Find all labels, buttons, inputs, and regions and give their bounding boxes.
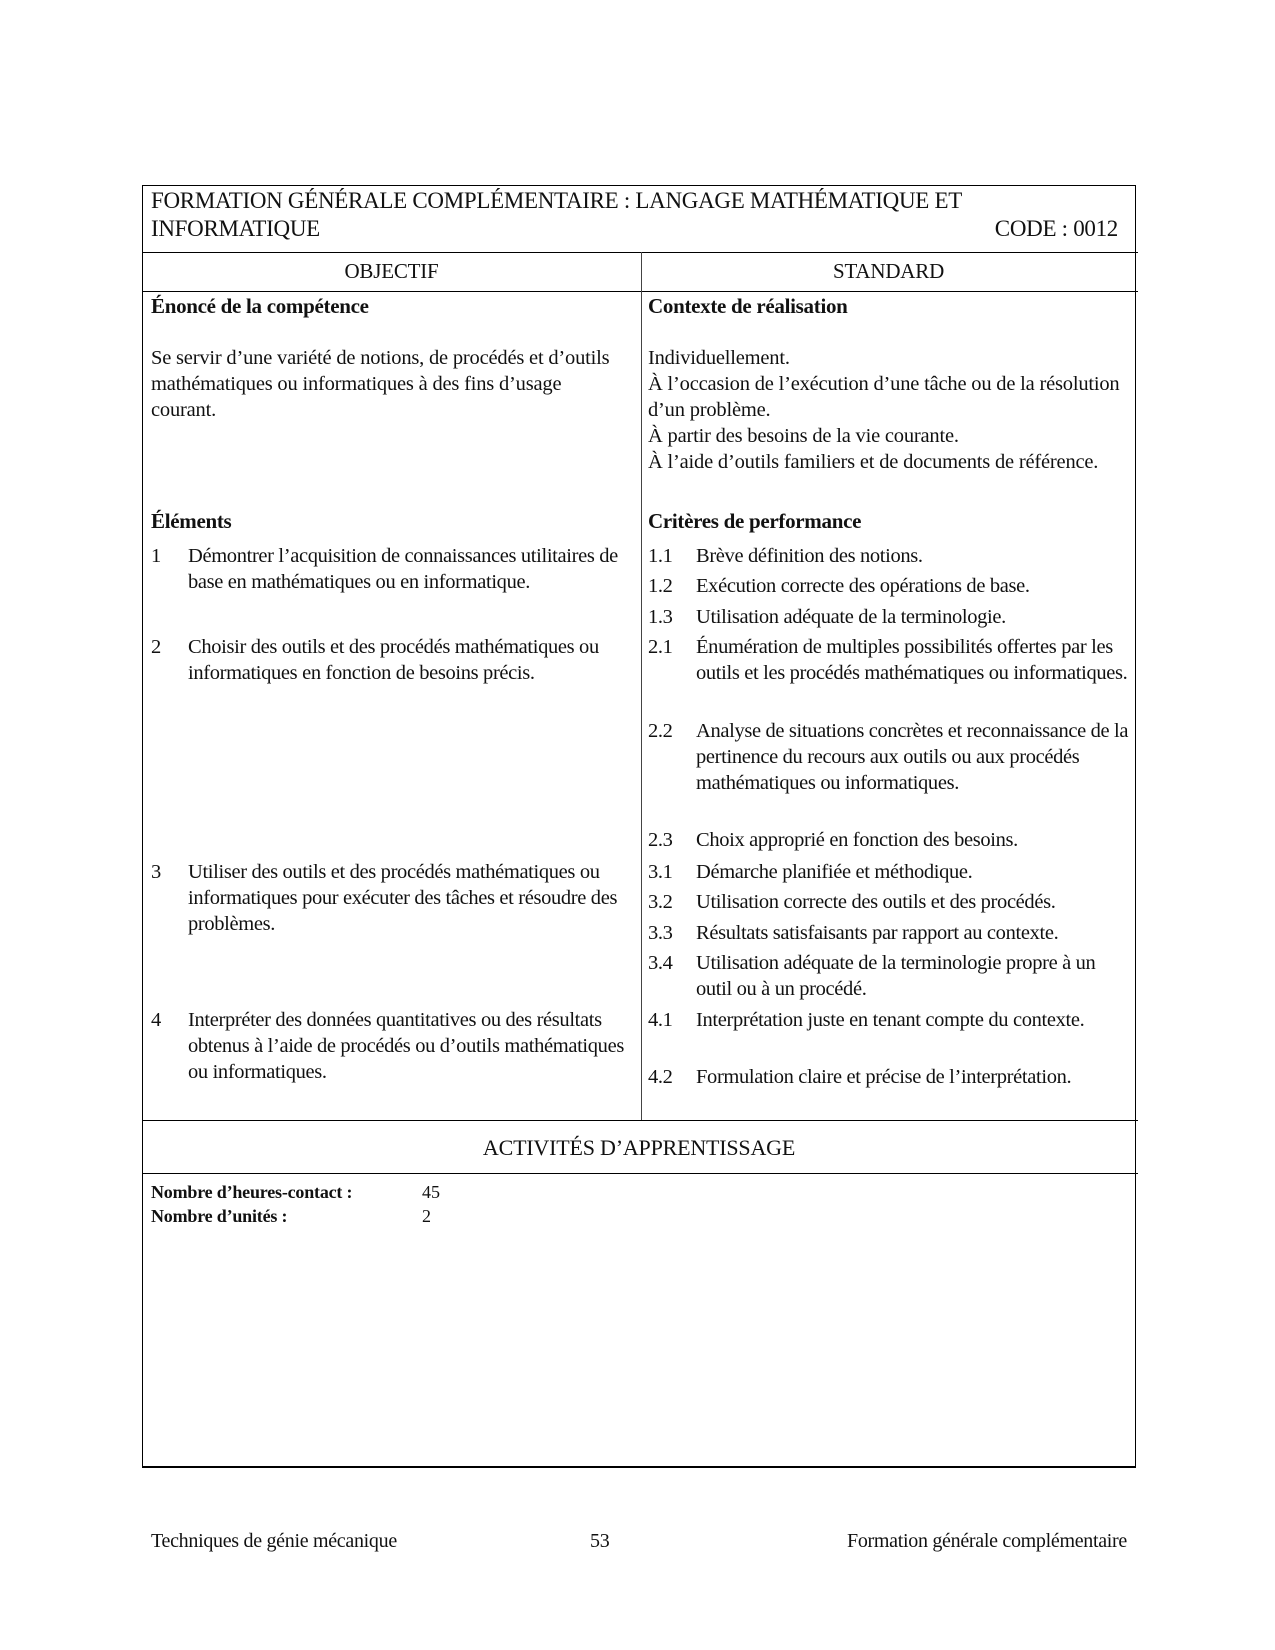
critere-text: Brève définition des notions. xyxy=(696,545,923,567)
critere-text: Résultats satisfaisants par rapport au contexte. xyxy=(696,922,1059,944)
element-number: 1 xyxy=(151,545,161,567)
divider xyxy=(142,291,1138,292)
critere-text: Choix approprié en fonction des besoins. xyxy=(696,829,1018,851)
critere-text: Exécution correcte des opérations de base. xyxy=(696,575,1030,597)
page-number: 53 xyxy=(590,1530,610,1552)
contexte-heading: Contexte de réalisation xyxy=(648,294,848,318)
unites-label: Nombre d’unités : xyxy=(151,1206,288,1226)
heures-label: Nombre d’heures-contact : xyxy=(151,1182,353,1202)
enonce-text: Se servir d’une variété de notions, de procédés et d’outils mathématiques ou informatiques à des fins d’usage courant. xyxy=(151,347,610,421)
critere-text: Utilisation adéquate de la terminologie propre à un outil ou à un procédé. xyxy=(696,952,1096,1000)
elements-heading: Éléments xyxy=(151,509,232,533)
critere-number: 1.1 xyxy=(648,545,673,567)
footer-left: Techniques de génie mécanique xyxy=(151,1530,397,1552)
column-divider xyxy=(641,252,642,1120)
divider xyxy=(142,1120,1138,1121)
enonce-heading: Énoncé de la compétence xyxy=(151,294,369,318)
contexte-line: À partir des besoins de la vie courante. xyxy=(648,425,959,447)
divider xyxy=(142,252,1138,253)
critere-text: Utilisation correcte des outils et des procédés. xyxy=(696,891,1056,913)
unites-value: 2 xyxy=(422,1206,431,1226)
element-number: 3 xyxy=(151,861,161,883)
footer-right: Formation générale complémentaire xyxy=(847,1530,1127,1552)
column-header-standard: STANDARD xyxy=(832,259,945,283)
element-text: Choisir des outils et des procédés mathématiques ou informatiques en fonction de besoins précis. xyxy=(188,636,599,684)
critere-text: Interprétation juste en tenant compte du contexte. xyxy=(696,1009,1085,1031)
element-text: Interpréter des données quantitatives ou des résultats obtenus à l’aide de procédés ou d’outils mathématiques ou informatiques. xyxy=(188,1009,624,1083)
contexte-line: À l’aide d’outils familiers et de documents de référence. xyxy=(648,451,1099,473)
column-header-objectif: OBJECTIF xyxy=(344,259,439,283)
heures-value: 45 xyxy=(422,1182,440,1202)
criteres-heading: Critères de performance xyxy=(648,509,862,533)
title-line2: INFORMATIQUE xyxy=(151,216,320,241)
activites-heading: ACTIVITÉS D’APPRENTISSAGE xyxy=(482,1135,796,1160)
element-number: 2 xyxy=(151,636,161,658)
code: CODE : 0012 xyxy=(994,216,1118,241)
critere-number: 2.2 xyxy=(648,720,673,742)
critere-number: 4.2 xyxy=(648,1066,673,1088)
critere-text: Analyse de situations concrètes et reconnaissance de la pertinence du recours aux outils ou aux procédés mathématiques ou informatiques. xyxy=(696,720,1129,794)
contexte-list xyxy=(648,345,1128,475)
critere-number: 4.1 xyxy=(648,1009,673,1031)
element-text: Démontrer l’acquisition de connaissances utilitaires de base en mathématiques ou en informatique. xyxy=(188,545,618,593)
critere-number: 1.3 xyxy=(648,606,673,628)
critere-text: Démarche planifiée et méthodique. xyxy=(696,861,973,883)
critere-number: 3.2 xyxy=(648,891,673,913)
critere-number: 3.3 xyxy=(648,922,673,944)
critere-number: 1.2 xyxy=(648,575,673,597)
element-text: Utiliser des outils et des procédés mathématiques ou informatiques pour exécuter des tâches et résoudre des problèmes. xyxy=(188,861,618,935)
divider xyxy=(142,1173,1138,1174)
critere-text: Utilisation adéquate de la terminologie. xyxy=(696,606,1006,628)
critere-number: 2.1 xyxy=(648,636,673,658)
title-line1: FORMATION GÉNÉRALE COMPLÉMENTAIRE : LANGAGE MATHÉMATIQUE ET xyxy=(151,188,962,213)
critere-number: 2.3 xyxy=(648,829,673,851)
critere-number: 3.4 xyxy=(648,952,673,974)
critere-number: 3.1 xyxy=(648,861,673,883)
element-number: 4 xyxy=(151,1009,161,1031)
contexte-line: Individuellement. xyxy=(648,347,790,369)
critere-text: Formulation claire et précise de l’interprétation. xyxy=(696,1066,1072,1088)
contexte-line: À l’occasion de l’exécution d’une tâche ou de la résolution d’un problème. xyxy=(648,373,1120,421)
critere-text: Énumération de multiples possibilités offertes par les outils et les procédés mathématiques ou informatiques. xyxy=(696,636,1128,684)
